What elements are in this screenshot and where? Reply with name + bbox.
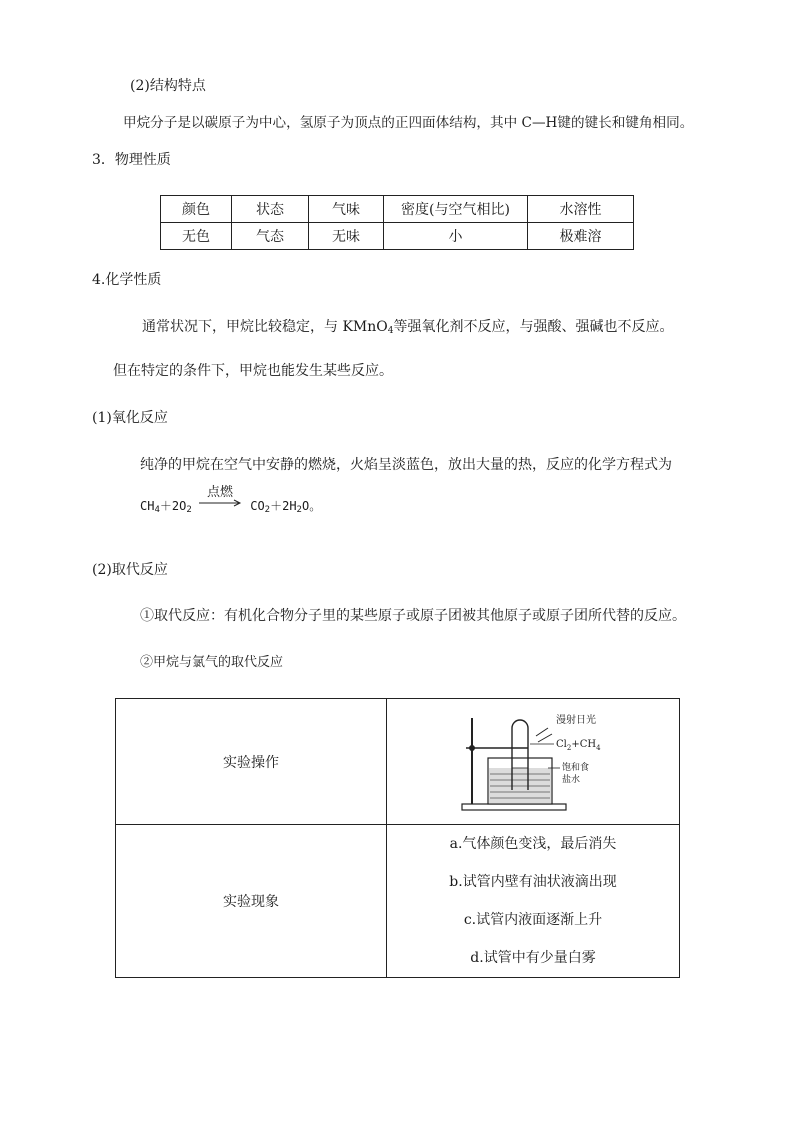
chemical-stability-text: 通常状况下，甲烷比较稳定，与 KMnO$_4$等强氧化剂不反应，与强酸、强碱也不反应。 bbox=[142, 319, 674, 336]
substitution-definition: ①取代反应：有机化合物分子里的某些原子或原子团被其他原子或原子团所代替的反应。 bbox=[140, 608, 686, 624]
value-density: 小 bbox=[384, 223, 528, 250]
observation-list bbox=[387, 825, 680, 978]
apparatus-cell bbox=[387, 699, 680, 825]
experiment-table bbox=[115, 698, 680, 978]
condition-label: 点燃 bbox=[206, 485, 233, 500]
experiment-observation-row bbox=[116, 825, 680, 978]
section-physical-title: 3．物理性质 bbox=[92, 152, 171, 168]
combustion-equation: $CH_4+2O_2$ 点燃 $CO_2+2H_2O$。 bbox=[140, 496, 321, 515]
solution-label-1: 饱和食 bbox=[562, 763, 590, 773]
header-solubility: 水溶性 bbox=[528, 196, 634, 223]
section-structure-title: (2)结构特点 bbox=[130, 78, 206, 94]
section-chemical-title: 4.化学性质 bbox=[92, 272, 162, 288]
special-conditions-text: 但在特定的条件下，甲烷也能发生某些反应。 bbox=[113, 363, 393, 379]
header-color: 颜色 bbox=[161, 196, 232, 223]
experiment-operation-row bbox=[116, 699, 680, 825]
value-solubility: 极难溶 bbox=[528, 223, 634, 250]
arrow-icon bbox=[199, 496, 243, 510]
observation-label: 实验现象 bbox=[116, 825, 387, 978]
list-item: c.试管内液面逐渐上升 bbox=[463, 912, 603, 928]
oxidation-title: (1)氧化反应 bbox=[92, 410, 168, 426]
value-state: 气态 bbox=[232, 223, 309, 250]
header-density: 密度(与空气相比) bbox=[384, 196, 528, 223]
physical-properties-table bbox=[160, 195, 634, 250]
oxidation-text: 纯净的甲烷在空气中安静的燃烧，火焰呈淡蓝色，放出大量的热，反应的化学方程式为 bbox=[140, 457, 672, 473]
solution-label-2: 盐水 bbox=[562, 775, 581, 785]
table-row bbox=[161, 223, 634, 250]
list-item: b.试管内壁有油状液滴出现 bbox=[449, 874, 617, 890]
header-state: 状态 bbox=[232, 196, 309, 223]
structure-text: 甲烷分子是以碳原子为中心，氢原子为顶点的正四面体结构，其中 C—H键的键长和键角相同。 bbox=[123, 115, 694, 131]
apparatus-diagram bbox=[452, 706, 632, 818]
value-odor: 无味 bbox=[309, 223, 384, 250]
operation-label: 实验操作 bbox=[116, 699, 387, 825]
table-header-row bbox=[161, 196, 634, 223]
header-odor: 气味 bbox=[309, 196, 384, 223]
reaction-arrow bbox=[199, 485, 243, 510]
substitution-item-2: ②甲烷与氯气的取代反应 bbox=[140, 655, 284, 670]
gas-label: $Cl_2+CH_4$ bbox=[556, 739, 601, 752]
list-item: d.试管中有少量白雾 bbox=[470, 950, 596, 966]
light-label: 漫射日光 bbox=[556, 715, 596, 726]
substitution-title: (2)取代反应 bbox=[92, 562, 168, 578]
list-item: a.气体颜色变浅，最后消失 bbox=[449, 836, 617, 852]
value-color: 无色 bbox=[161, 223, 232, 250]
